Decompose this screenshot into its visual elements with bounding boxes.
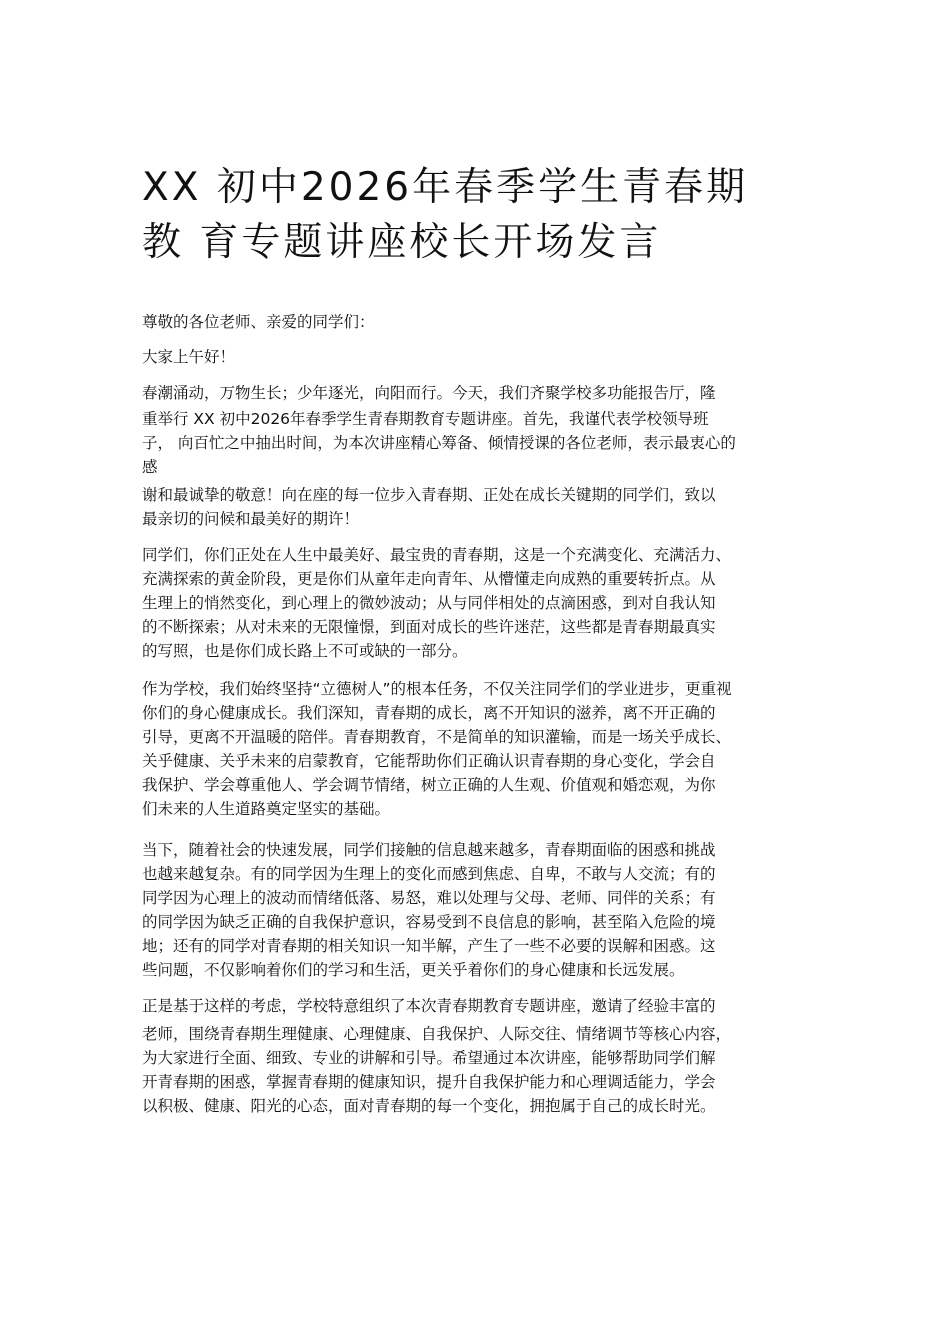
text-line: 以积极、健康、阳光的心态，面对青春期的每一个变化，拥抱属于自己的成长时光。 <box>142 1097 716 1115</box>
text-line: 老师，围绕青春期生理健康、心理健康、自我保护、人际交往、情绪调节等核心内容， <box>142 1025 732 1043</box>
text-line: 的同学因为缺乏正确的自我保护意识，容易受到不良信息的影响，甚至陷入危险的境 <box>142 913 716 931</box>
text-line: 的写照，也是你们成长路上不可或缺的一部分。 <box>142 642 468 660</box>
text-line: 我保护、学会尊重他人、学会调节情绪，树立正确的人生观、价值观和婚恋观，为你 <box>142 776 716 794</box>
body-paragraph <box>142 677 732 821</box>
closing-paragraph <box>142 994 731 1118</box>
text-line: 也越来越复杂。有的同学因为生理上的变化而感到焦虑、自卑，不敢与人交流；有的 <box>142 865 716 883</box>
text-line: 重举行 XX 初中2026年春季学生青春期教育专题讲座。首先，我谨代表学校领导班 <box>142 410 709 428</box>
text-line: 最亲切的问候和最美好的期许！ <box>142 510 360 528</box>
text-line: 同学们，你们正处在人生中最美好、最宝贵的青春期，这是一个充满变化、充满活力、 <box>142 546 732 564</box>
text-line: 当下，随着社会的快速发展，同学们接触的信息越来越多，青春期面临的困惑和挑战 <box>142 841 716 859</box>
text-line: 地；还有的同学对青春期的相关知识一知半解，产生了一些不必要的误解和困惑。这 <box>142 937 716 955</box>
text-line: 生理上的悄然变化，到心理上的微妙波动；从与同伴相处的点滴困惑，到对自我认知 <box>142 594 716 612</box>
text-line: 引导，更离不开温暖的陪伴。青春期教育，不是简单的知识灌输，而是一场关乎成长、 <box>142 728 732 746</box>
text-line: 谢和最诚挚的敬意！向在座的每一位步入青春期、正处在成长关键期的同学们，致以 <box>142 486 716 504</box>
text-line: 大家上午好！ <box>142 348 236 366</box>
title-line: XX 初中2026年春季学生青春期 <box>142 165 749 210</box>
text-line: 春潮涌动，万物生长；少年逐光，向阳而行。今天，我们齐聚学校多功能报告厅，隆 <box>142 384 716 402</box>
text-line: 作为学校，我们始终坚持“立德树人”的根本任务，不仅关注同学们的学业进步，更重视 <box>142 680 732 698</box>
text-line: 尊敬的各位老师、亲爱的同学们： <box>142 313 375 331</box>
text-line: 你们的身心健康成长。我们深知，青春期的成长，离不开知识的滋养，离不开正确的 <box>142 704 716 722</box>
text-line: 开青春期的困惑，掌握青春期的健康知识，提升自我保护能力和心理调适能力，学会 <box>142 1073 716 1091</box>
body-paragraph <box>142 838 716 982</box>
text-line: 充满探索的黄金阶段，更是你们从童年走向青年、从懵懂走向成熟的重要转折点。从 <box>142 570 716 588</box>
text-line: 关乎健康、关乎未来的启蒙教育，它能帮助你们正确认识青春期的身心变化，学会自 <box>142 752 716 770</box>
text-line: 正是基于这样的考虑，学校特意组织了本次青春期教育专题讲座，邀请了经验丰富的 <box>142 997 716 1015</box>
title-line: 教 育专题讲座校长开场发言 <box>142 220 662 265</box>
text-line: 同学因为心理上的波动而情绪低落、易怒，难以处理与父母、老师、同伴的关系；有 <box>142 889 716 907</box>
text-line: 们未来的人生道路奠定坚实的基础。 <box>142 800 391 818</box>
opening-paragraph <box>142 381 736 531</box>
text-line: 的不断探索；从对未来的无限憧憬，到面对成长的些许迷茫，这些都是青春期最真实 <box>142 618 716 636</box>
salutation-paragraph <box>142 345 235 369</box>
page-title <box>142 160 822 270</box>
text-line: 感 <box>142 458 158 476</box>
text-line: 子， 向百忙之中抽出时间，为本次讲座精心筹备、倾情授课的各位老师，表示最衷心的 <box>142 434 736 452</box>
body-paragraph <box>142 543 731 663</box>
text-line: 为大家进行全面、细致、专业的讲解和引导。希望通过本次讲座，能够帮助同学们解 <box>142 1049 716 1067</box>
greeting-paragraph <box>142 310 375 334</box>
text-line: 些问题，不仅影响着你们的学习和生活，更关乎着你们的身心健康和长远发展。 <box>142 961 685 979</box>
